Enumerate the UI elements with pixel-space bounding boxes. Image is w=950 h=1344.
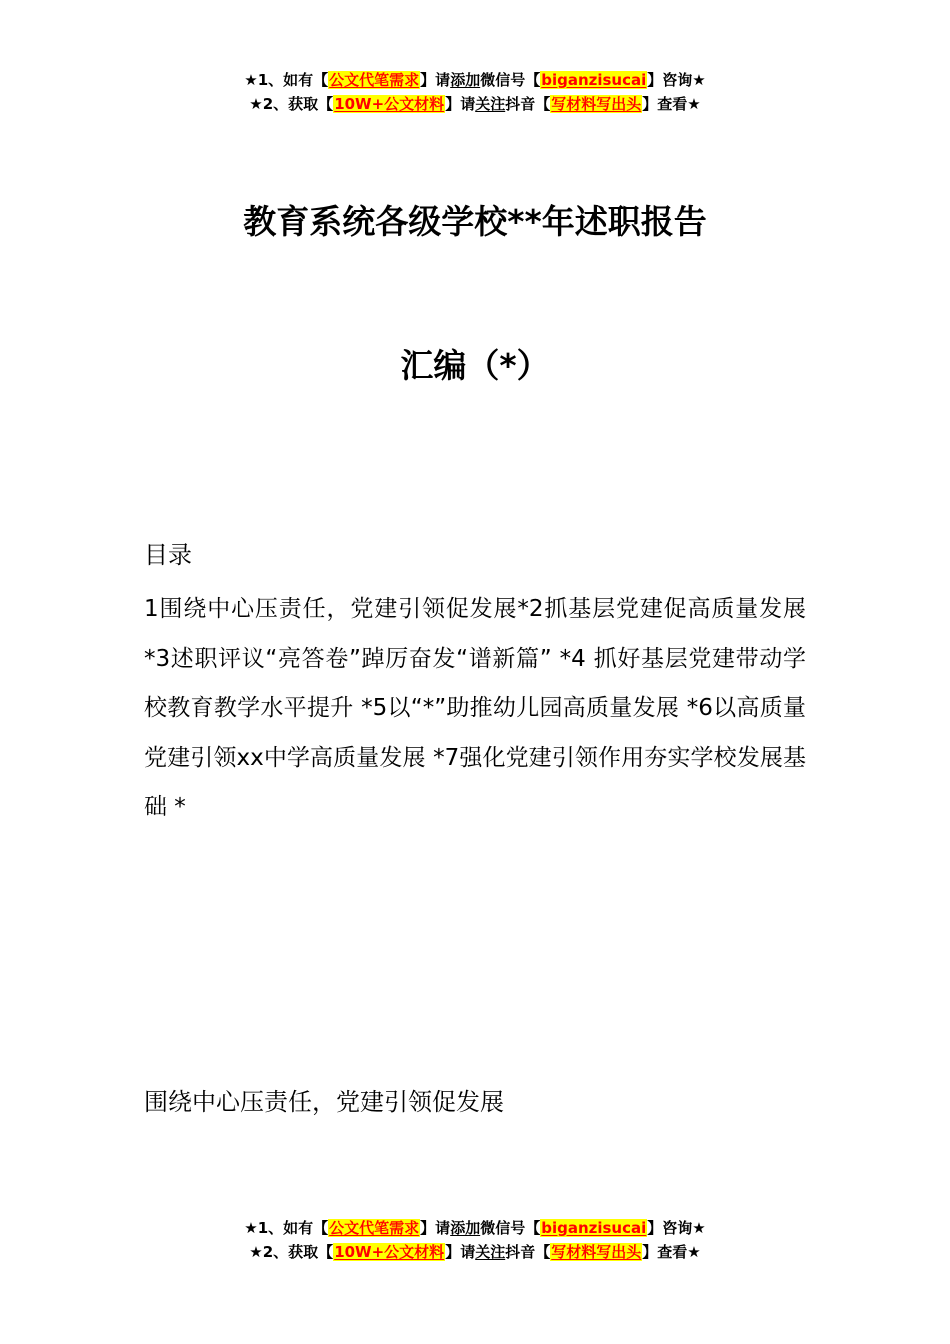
promo-line-1-mid2: 微信号【 <box>480 71 541 89</box>
promo-materials-highlight: 10W+公文材料 <box>334 95 445 113</box>
promo-line-2 <box>0 92 950 116</box>
promo-douyin-id: 写材料写出头 <box>551 95 642 113</box>
promo-footer-line-2-mid: 】请 <box>445 1243 476 1261</box>
promo-footer-douyin-id: 写材料写出头 <box>551 1243 642 1261</box>
promo-footer-line-1-suffix: 】咨询★ <box>647 1219 706 1237</box>
promo-footer-wechat-id: biganzisucai <box>541 1219 647 1237</box>
section-heading: 围绕中心压责任，党建引领促发展 <box>144 1088 504 1116</box>
promo-footer-line-2-suffix: 】查看★ <box>642 1243 701 1261</box>
promo-service-highlight: 公文代笔需求 <box>329 71 420 89</box>
promo-follow-emphasis: 关注 <box>475 95 506 113</box>
promo-footer-line-2 <box>0 1240 950 1264</box>
promo-footer-line-1-mid: 】请 <box>420 1219 451 1237</box>
promo-footer-materials-highlight: 10W+公文材料 <box>334 1243 445 1261</box>
promo-footer-line-1 <box>0 1216 950 1240</box>
promo-footer-line-2-mid2: 抖音【 <box>505 1243 551 1261</box>
promo-footer-service-highlight: 公文代笔需求 <box>329 1219 420 1237</box>
promo-line-1 <box>0 68 950 92</box>
promo-header <box>0 68 950 116</box>
promo-footer-follow-emphasis: 关注 <box>475 1243 506 1261</box>
promo-wechat-id: biganzisucai <box>541 71 647 89</box>
promo-footer-line-1-mid2: 微信号【 <box>480 1219 541 1237</box>
promo-line-2-mid2: 抖音【 <box>505 95 551 113</box>
promo-add-emphasis: 添加 <box>450 71 481 89</box>
promo-line-1-suffix: 】咨询★ <box>647 71 706 89</box>
document-title: 教育系统各级学校**年述职报告 <box>243 202 707 241</box>
promo-footer-line-2-prefix: ★2、获取【 <box>249 1243 334 1261</box>
promo-line-1-prefix: ★1、如有【 <box>244 71 329 89</box>
promo-footer-add-emphasis: 添加 <box>450 1219 481 1237</box>
promo-line-2-suffix: 】查看★ <box>642 95 701 113</box>
promo-line-2-mid: 】请 <box>445 95 476 113</box>
promo-line-1-mid: 】请 <box>420 71 451 89</box>
toc-heading: 目录 <box>144 541 192 569</box>
toc-body: 1围绕中心压责任，党建引领促发展*2抓基层党建促高质量发展 *3述职评议“亮答卷”踔厉奋发“谱新篇” *4 抓好基层党建带动学校教育教学水平提升 *5以“*”助推幼儿园高质量发展 *6以高质量党建引领xx中学高质量发展 *7强化党建引领作用夯实学校发展基础 * <box>144 596 806 820</box>
promo-footer <box>0 1216 950 1264</box>
document-subtitle: 汇编（*） <box>400 346 550 385</box>
promo-footer-line-1-prefix: ★1、如有【 <box>244 1219 329 1237</box>
promo-line-2-prefix: ★2、获取【 <box>249 95 334 113</box>
